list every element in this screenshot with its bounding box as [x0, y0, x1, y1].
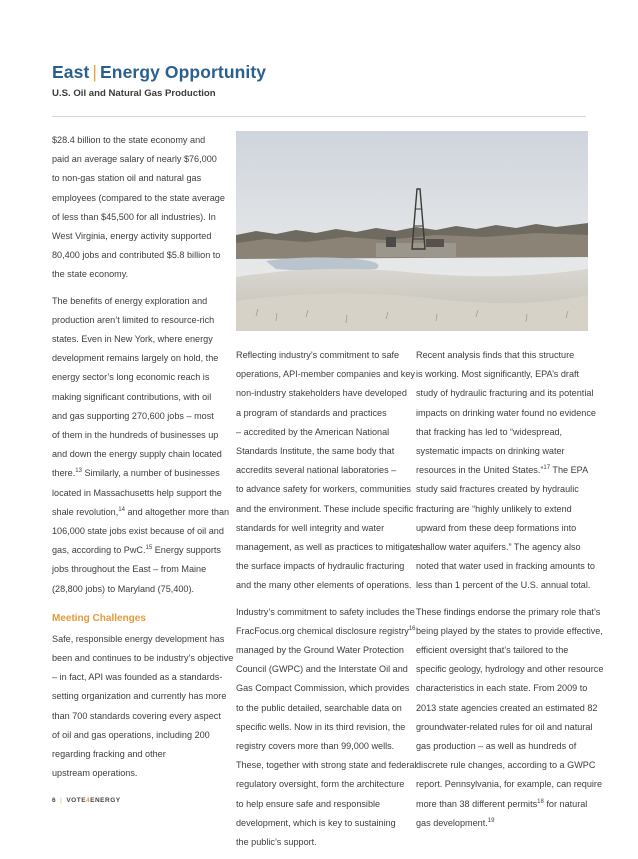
text-line: These findings endorse the primary role that’s	[416, 606, 601, 617]
text-line: report. Pennsylvania, for example, can require	[416, 779, 603, 790]
text-line: than 700 standards covering every aspect	[52, 710, 221, 721]
text-line: upward from these deep formations into	[416, 522, 577, 533]
text-line: registry covers more than 99,000 wells.	[236, 741, 395, 752]
col3-paragraph-1	[416, 346, 596, 596]
title-separator: |	[92, 62, 98, 82]
text-fragment: gas, according to PwC.	[52, 545, 146, 556]
brand-logo-text	[66, 797, 120, 804]
text-line: West Virginia, energy activity supported	[52, 231, 212, 242]
text-line: to help ensure safe and responsible	[236, 798, 381, 809]
text-line: development, which is key to sustaining	[236, 817, 396, 828]
column-1	[52, 131, 234, 791]
text-line: Industry’s commitment to safety includes the	[236, 606, 415, 617]
text-fragment: for natural	[543, 798, 588, 809]
text-line: specific wells. Now in its third revision, the	[236, 721, 406, 732]
column-3	[416, 346, 604, 840]
text-line: noted that water used in fracking amounts to	[416, 561, 595, 572]
text-line: the public’s support.	[236, 837, 317, 848]
footnote-ref-18: 18	[537, 798, 544, 805]
col1-paragraph-3	[52, 630, 234, 784]
text-line: and the environment. These include specific	[236, 503, 414, 514]
text-line: Standards Institute, the same body that	[236, 446, 395, 457]
text-line: impacts on drinking water found no evidence	[416, 407, 596, 418]
text-line: The benefits of energy exploration and	[52, 295, 208, 306]
text-fragment: there.	[52, 468, 76, 479]
text-line: Recent analysis finds that this structure	[416, 350, 575, 360]
footer-separator: |	[60, 797, 63, 804]
text-line: accredits several national laboratories –	[236, 465, 397, 476]
text-line: Gas Compact Commission, which provides	[236, 683, 410, 694]
text-line: study of hydraulic fracturing and its potential	[416, 388, 594, 399]
text-line: states. Even in New York, where energy	[52, 334, 213, 345]
text-line: standards for well integrity and water	[236, 522, 385, 533]
text-line	[52, 464, 230, 483]
text-line	[416, 795, 596, 814]
text-line: paid an average salary of nearly $76,000	[52, 154, 217, 165]
text-line: jobs throughout the East – from Maine	[52, 564, 207, 575]
brand-part: VOTE	[66, 797, 87, 804]
footnote-ref-19: 19	[487, 817, 495, 824]
text-line: gas production – as well as hundreds of	[416, 741, 577, 752]
header-divider	[52, 116, 586, 117]
page-footer	[52, 797, 121, 804]
text-line	[416, 461, 596, 480]
text-line: the state economy.	[52, 269, 129, 280]
text-line: to non-gas station oil and natural gas	[52, 173, 202, 184]
text-fragment: shale revolution,	[52, 506, 119, 517]
page-subtitle: U.S. Oil and Natural Gas Production	[52, 88, 216, 99]
text-line: – accredited by the American National	[236, 426, 390, 437]
text-fragment: and altogether more than	[124, 506, 230, 517]
text-line: fracturing are “highly unlikely to extend	[416, 503, 572, 514]
text-line: 106,000 state jobs exist because of oil and	[52, 526, 224, 537]
text-line: efficient oversight that’s tailored to the	[416, 645, 569, 656]
text-line: been and continues to be industry’s objective	[52, 653, 234, 664]
title-topic: Energy Opportunity	[100, 62, 267, 82]
text-line: 80,400 jobs and contributed $5.8 billion to	[52, 250, 221, 261]
text-line: (28,800 jobs) to Maryland (75,400).	[52, 583, 195, 594]
text-line: shallow water aquifers.” The agency also	[416, 542, 581, 553]
text-line: specific geology, hydrology and other resource	[416, 664, 604, 675]
text-line: employees (compared to the state average	[52, 192, 225, 203]
text-line	[236, 622, 416, 641]
text-line: study said fractures created by hydraulic	[416, 484, 579, 495]
text-line: characteristics in each state. From 2009 to	[416, 683, 588, 694]
text-line: setting organization and currently has more	[52, 691, 227, 702]
text-line: Safe, responsible energy development has	[52, 633, 225, 644]
text-line: Council (GWPC) and the Interstate Oil and	[236, 664, 408, 675]
text-line: development remains largely on hold, the	[52, 353, 219, 364]
text-line: the surface impacts of hydraulic fracturing	[236, 561, 405, 572]
section-heading-meeting-challenges: Meeting Challenges	[52, 612, 146, 624]
text-line: production aren’t limited to resource-rich	[52, 314, 215, 325]
text-line: systematic impacts on drinking water	[416, 446, 565, 457]
text-line: $28.4 billion to the state economy and	[52, 135, 206, 145]
footnote-ref-15: 15	[145, 545, 153, 552]
text-fragment: FracFocus.org chemical disclosure registry	[236, 625, 409, 636]
text-line: and gas supporting 270,600 jobs – most	[52, 410, 214, 421]
text-line: – in fact, API was founded as a standards-	[52, 672, 223, 683]
text-line: being played by the states to provide effective,	[416, 625, 603, 636]
page-number: 6	[52, 797, 57, 804]
text-line: that fracking has led to “widespread,	[416, 426, 563, 437]
col2-paragraph-2	[236, 603, 417, 853]
text-line	[52, 503, 230, 522]
text-line: managed by the Ground Water Protection	[236, 645, 404, 656]
text-line: is working. Most significantly, EPA’s draft	[416, 369, 580, 380]
text-line: regarding fracking and other	[52, 749, 166, 760]
text-fragment: Energy supports	[152, 545, 221, 556]
text-line: groundwater-related rules for oil and natural	[416, 721, 593, 732]
text-line: to the public detailed, searchable data on	[236, 702, 402, 713]
col1-paragraph-1	[52, 131, 230, 285]
text-line	[52, 541, 230, 560]
text-line: operations, API-member companies and key	[236, 369, 415, 380]
text-line: less than 1 percent of the U.S. annual total.	[416, 580, 591, 591]
text-line: and the many other elements of operations.	[236, 580, 412, 591]
drilling-site-photo	[236, 131, 588, 331]
text-line: non-industry stakeholders have developed	[236, 388, 407, 399]
col2-paragraph-1	[236, 346, 418, 596]
footnote-ref-16: 16	[408, 625, 416, 632]
text-line: of them in the hundreds of businesses up	[52, 430, 219, 441]
text-fragment: The EPA	[550, 465, 589, 476]
text-line: energy sector’s long economic reach is	[52, 372, 210, 383]
text-line	[416, 814, 596, 833]
footnote-ref-17: 17	[543, 465, 551, 472]
text-fragment: gas development.	[416, 817, 488, 828]
footnote-ref-14: 14	[118, 506, 125, 513]
footnote-ref-13: 13	[75, 468, 82, 475]
text-fragment: resources in the United States.”	[416, 465, 544, 476]
text-line: regulatory oversight, form the architecture	[236, 779, 405, 790]
text-line: to advance safety for workers, communities	[236, 484, 411, 495]
brand-part: 4	[86, 797, 91, 804]
text-line: and down the energy supply chain located	[52, 449, 222, 460]
text-line: upstream operations.	[52, 768, 138, 779]
text-fragment: Similarly, a number of businesses	[81, 468, 220, 479]
title-region: East	[52, 62, 90, 82]
brand-part: ENERGY	[90, 797, 121, 804]
landscape-illustration	[236, 131, 588, 331]
col1-paragraph-2	[52, 292, 230, 599]
column-2	[236, 346, 418, 859]
text-line: located in Massachusetts help support the	[52, 487, 222, 498]
text-line: 2013 state agencies created an estimated 82	[416, 702, 598, 713]
text-line: discrete rule changes, according to a GWPC	[416, 760, 596, 771]
text-fragment: more than 38 different permits	[416, 798, 538, 809]
text-line: These, together with strong state and federal	[236, 760, 417, 771]
text-line: of oil and gas operations, including 200	[52, 729, 210, 740]
text-line: making significant contributions, with oil	[52, 391, 212, 402]
col3-paragraph-2	[416, 603, 604, 833]
text-line: management, as well as practices to mitigate	[236, 542, 418, 553]
text-line: a program of standards and practices	[236, 407, 387, 418]
text-line: of less than $45,500 for all industries). In	[52, 211, 216, 222]
page-title	[52, 62, 266, 83]
text-line: Reflecting industry’s commitment to safe	[236, 350, 400, 360]
